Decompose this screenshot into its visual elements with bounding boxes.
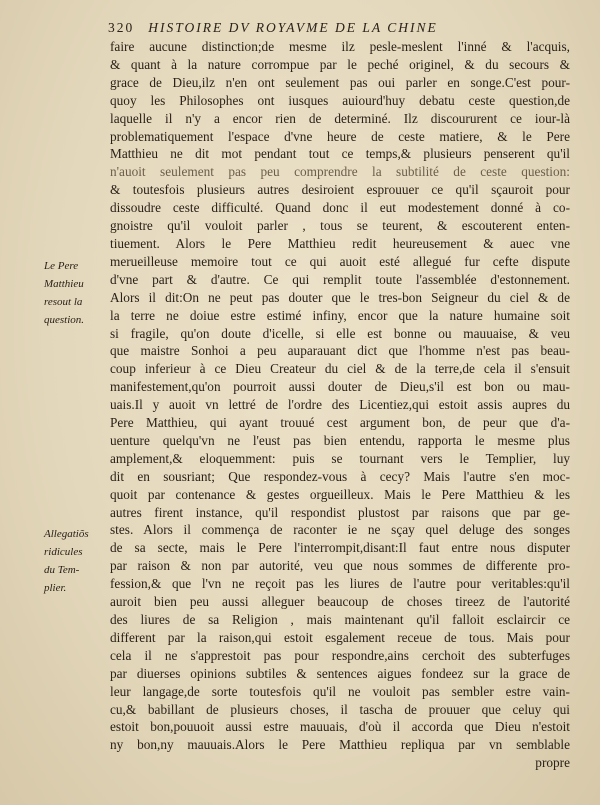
text-line: gnoistre qu'il vouloit parler , tous se teurent, & escouterent enten- [110, 218, 570, 234]
text-line: amplement,& eloquemment: puis se tournant vers le Templier, luy [110, 450, 570, 466]
running-title: HISTOIRE DV ROYAVME DE LA CHINE [148, 20, 438, 35]
text-line: leur langage,de sorte toutesfois qu'il ne vouloit pas sembler estre vain- [110, 683, 570, 699]
text-line: auroit bien peu aussi alleguer beaucoup de choses tireez de l'autorité [110, 594, 570, 610]
text-line: laquelle il n'y a encor rien de determiné. Ilz discoururent ce iour-là [110, 110, 570, 126]
margin-note-matthieu-resout [44, 258, 110, 330]
margin-note-line: question. [44, 313, 85, 326]
margin-note-allegations-templier [44, 526, 110, 598]
margin-note-line: resout la [44, 295, 83, 308]
page-number: 320 [108, 20, 135, 35]
text-line: uais.Il y auoit vn lettré de l'ordre des Licentiez,qui estoit assis aupres du [110, 397, 570, 413]
margin-note-line: ridicules [44, 545, 83, 558]
text-line: stes. Alors il commença de raconter ie ne sçay quel deluge des songes [110, 522, 570, 538]
margin-note-line: du Tem- [44, 563, 80, 576]
text-line: des liures de sa Religion , mais maintenant qu'il falloit esclaircir ce [110, 612, 570, 627]
text-line: cela il ne s'apprestoit pas pour respondre,ains cerchoit des subterfuges [110, 647, 570, 663]
text-line: fession,& que l'vn ne reçoit pas les liures de l'autre pour veritables:qu'il [110, 576, 570, 592]
text-line: manifestement,qu'on pourroit aussi douter de Dieu,s'il est bon ou mau- [110, 379, 570, 395]
margin-note-line: plier. [44, 581, 67, 594]
text-line: dissoudre ceste difficulté. Quand donc il eut modestement donné à co- [110, 200, 570, 216]
text-line: & quant à la nature corrompue par le peché originel, & du secours & [110, 56, 570, 72]
text-line: autres firent instance, qu'il respondist plustost par raisons que par ge- [110, 504, 570, 520]
text-line: d'vne part & d'autre. Ce qui remplit toute l'assemblée d'estonnement. [110, 271, 570, 287]
text-line: n'auoit seulement pas peu comprendre la subtilité de ceste question: [110, 164, 570, 180]
text-line: uenture quelqu'vn ne l'eust pas bien entendu, rapporta le mesme plus [110, 432, 570, 448]
text-line: la terre ne doiue estre estimé infiny, encor que la nature humaine soit [110, 307, 570, 323]
text-line: par raison & non par autorité, veu que nous sommes de differente pro- [110, 558, 570, 574]
text-line: coup inferieur à ce Dieu Createur du ciel & de la terre,de cela il s'ensuit [110, 361, 570, 377]
text-line: merueilleuse memoire tout ce qui auoit esté allegué fur cefte dispute [110, 253, 570, 269]
text-line: tiuement. Alors le Pere Matthieu redit heureusement & auec vne [110, 235, 570, 251]
text-line: estoit bon,pouuoit aussi estre mauuais, d'où il accorda que Dieu n'estoit [110, 719, 570, 735]
text-line: cu,& babillant de plusieurs choses, il tascha de prouuer que celuy qui [110, 701, 570, 717]
text-line: faire aucune distinction;de mesme ilz pesle-meslent l'inné & l'acquis, [110, 39, 570, 54]
page-header [108, 20, 578, 36]
text-line: Alors il dit:On ne peut pas douter que le tres-bon Seigneur du ciel & de [110, 289, 570, 305]
text-line: & toutesfois plusieurs autres desiroient esprouuer ce qu'il sçauroit pour [110, 182, 570, 198]
text-line: quoit par contenance & gestes orgueilleux. Mais le Pere Matthieu & les [110, 486, 570, 502]
text-line: ny bon,ny mauuais.Alors le Pere Matthieu repliqua par vn semblable [110, 737, 570, 753]
margin-note-line: Le Pere [44, 260, 79, 272]
body-text [110, 38, 570, 772]
text-line: Matthieu ne dit mot pendant tout ce temps,& plusieurs penserent qu'il [110, 146, 570, 162]
text-line: de sa secte, mais le Pere l'interrompit,disant:Il faut entre nous disputer [110, 540, 570, 556]
text-line: grace de Dieu,ilz n'en ont seulement pas oui parler en songe.C'est pour- [110, 74, 570, 90]
text-line: propre [535, 755, 570, 771]
margin-note-line: Matthieu [44, 277, 84, 290]
text-line: par diuerses opinions subtiles & sentences aigues fondeez sur la grace de [110, 665, 570, 681]
text-line: Pere Matthieu, qui ayant trouué cest argument bon, de peur que d'a- [110, 415, 570, 431]
text-line: different par la raison,qui estoit esgalement receue de tous. Mais pour [110, 629, 570, 645]
text-line: que maistre Sonhoi a peu auparauant dict que l'homme n'est pas beau- [110, 343, 570, 359]
text-line: dit en sousriant; Que respondez-vous à cecy? Mais l'autre s'en moc- [110, 468, 570, 484]
margin-note-line: Allegatiõs [44, 528, 89, 540]
text-line: si fragile, qu'on doute d'icelle, si elle est bonne ou mauuaise, & veu [110, 325, 570, 341]
text-line: quoy les Philosophes ont iusques auiourd'huy debatu ceste question,de [110, 92, 570, 108]
text-line: problematiquement l'espace d'vne heure de ceste matiere, & le Pere [110, 128, 570, 144]
